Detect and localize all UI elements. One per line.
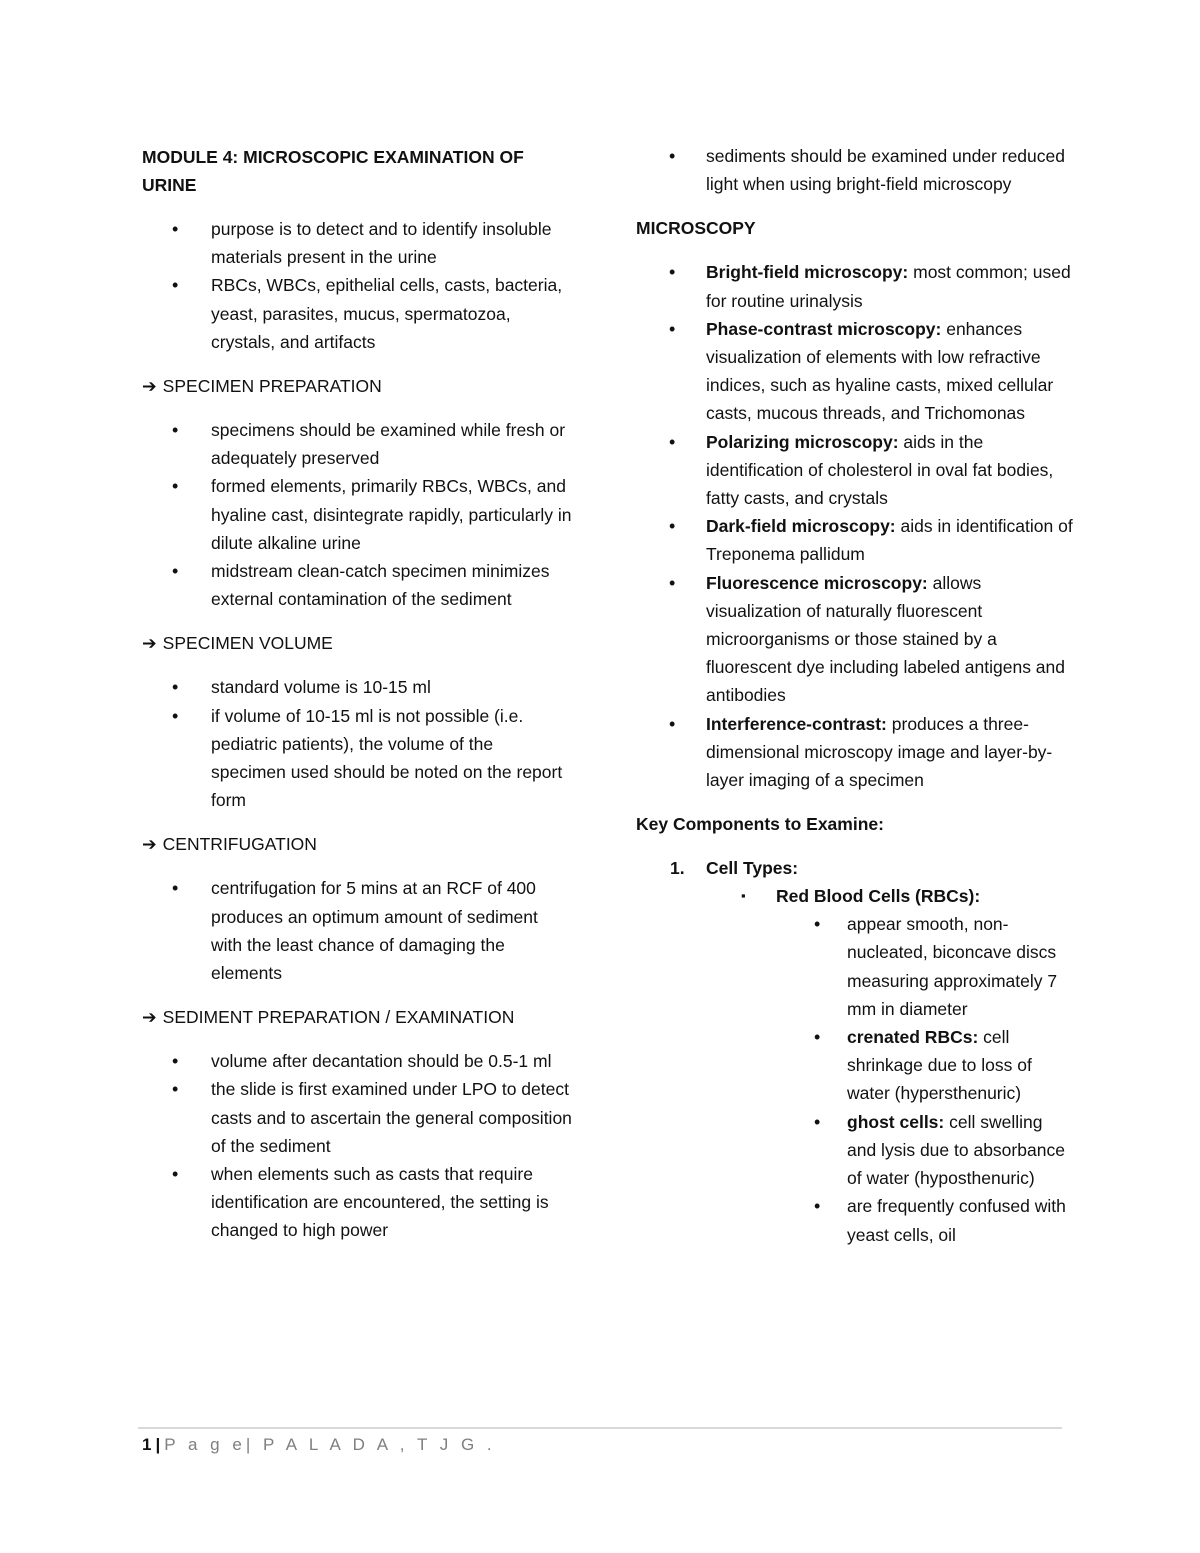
page-footer	[142, 1433, 496, 1457]
centrifugation-list	[142, 874, 572, 987]
left-column	[142, 143, 572, 1245]
item-number: 1.	[670, 858, 685, 879]
rbc-points-list	[636, 910, 1076, 1248]
microscopy-list	[636, 258, 1076, 794]
list-item: • crenated RBCs: cell shrinkage due to loss of water (hypersthenuric)	[636, 1023, 1076, 1108]
list-item: • formed elements, primarily RBCs, WBCs, and hyaline cast, disintegrate rapidly, particularly in dilute alkaline urine	[142, 472, 572, 557]
list-item: • Dark-field microscopy: aids in identification of Treponema pallidum	[636, 512, 1076, 568]
list-item: • midstream clean-catch specimen minimizes external contamination of the sediment	[142, 557, 572, 613]
numbered-item-cell-types	[636, 854, 1076, 882]
section-heading-microscopy: MICROSCOPY	[636, 218, 756, 239]
footer-rule	[138, 1427, 1062, 1429]
list-item: • centrifugation for 5 mins at an RCF of 400 produces an optimum amount of sediment with the least chance of damaging the elements	[142, 874, 572, 987]
section-heading-specimen-preparation: ➔ SPECIMEN PREPARATION	[142, 372, 572, 400]
list-item: • purpose is to detect and to identify insoluble materials present in the urine	[142, 215, 572, 271]
footer-author: | P A L A D A , T J G .	[245, 1435, 496, 1454]
sub-item-rbcs	[636, 882, 1076, 910]
list-item: • Fluorescence microscopy: allows visualization of naturally fluorescent microorganisms or those stained by a fluorescent dye including labeled antigens and antibodies	[636, 569, 1076, 710]
list-item: • Interference-contrast: produces a three-dimensional microscopy image and layer-by-layer imaging of a specimen	[636, 710, 1076, 795]
right-column	[636, 142, 1076, 1249]
item-label: Cell Types:	[706, 858, 799, 879]
list-item: • Polarizing microscopy: aids in the identification of cholesterol in oval fat bodies, fatty casts, and crystals	[636, 428, 1076, 513]
module-title: MODULE 4: MICROSCOPIC EXAMINATION OF URINE	[142, 147, 524, 195]
list-item: • Bright-field microscopy: most common; used for routine urinalysis	[636, 258, 1076, 314]
list-item: • appear smooth, non-nucleated, biconcave discs measuring approximately 7 mm in diameter	[636, 910, 1076, 1023]
list-item: • volume after decantation should be 0.5-1 ml	[142, 1047, 572, 1075]
list-item: • standard volume is 10-15 ml	[142, 673, 572, 701]
specimen-preparation-list	[142, 416, 572, 613]
list-item: • if volume of 10-15 ml is not possible (i.e. pediatric patients), the volume of the specimen used should be noted on the report form	[142, 702, 572, 815]
list-item: • when elements such as casts that require identification are encountered, the setting is changed to high power	[142, 1160, 572, 1245]
arrow-icon: ➔	[142, 1007, 157, 1028]
list-item: • RBCs, WBCs, epithelial cells, casts, bacteria, yeast, parasites, mucus, spermatozoa, crystals, and artifacts	[142, 271, 572, 356]
list-item: • specimens should be examined while fresh or adequately preserved	[142, 416, 572, 472]
specimen-volume-list	[142, 673, 572, 814]
reduced-light-list	[636, 142, 1076, 198]
section-heading-specimen-volume: ➔ SPECIMEN VOLUME	[142, 629, 572, 657]
arrow-icon: ➔	[142, 633, 157, 654]
section-heading-sediment: ➔ SEDIMENT PREPARATION / EXAMINATION	[142, 1003, 572, 1031]
list-item: • Phase-contrast microscopy: enhances visualization of elements with low refractive indices, such as hyaline casts, mixed cellular casts, mucous threads, and Trichomonas	[636, 315, 1076, 428]
list-item: • are frequently confused with yeast cells, oil	[636, 1192, 1076, 1248]
page-word: P a g e	[164, 1435, 246, 1454]
page-number: 1	[142, 1435, 152, 1454]
sediment-list	[142, 1047, 572, 1244]
arrow-icon: ➔	[142, 834, 157, 855]
section-heading-key-components: Key Components to Examine:	[636, 814, 884, 835]
sub-item-label: Red Blood Cells (RBCs):	[776, 886, 981, 907]
list-item: • sediments should be examined under reduced light when using bright-field microscopy	[636, 142, 1076, 198]
intro-list	[142, 215, 572, 356]
list-item: • ghost cells: cell swelling and lysis due to absorbance of water (hyposthenuric)	[636, 1108, 1076, 1193]
section-heading-centrifugation: ➔ CENTRIFUGATION	[142, 830, 572, 858]
list-item: • the slide is first examined under LPO to detect casts and to ascertain the general composition of the sediment	[142, 1075, 572, 1160]
footer-separator: |	[155, 1435, 161, 1454]
square-bullet-icon: ▪	[741, 888, 746, 904]
arrow-icon: ➔	[142, 376, 157, 397]
